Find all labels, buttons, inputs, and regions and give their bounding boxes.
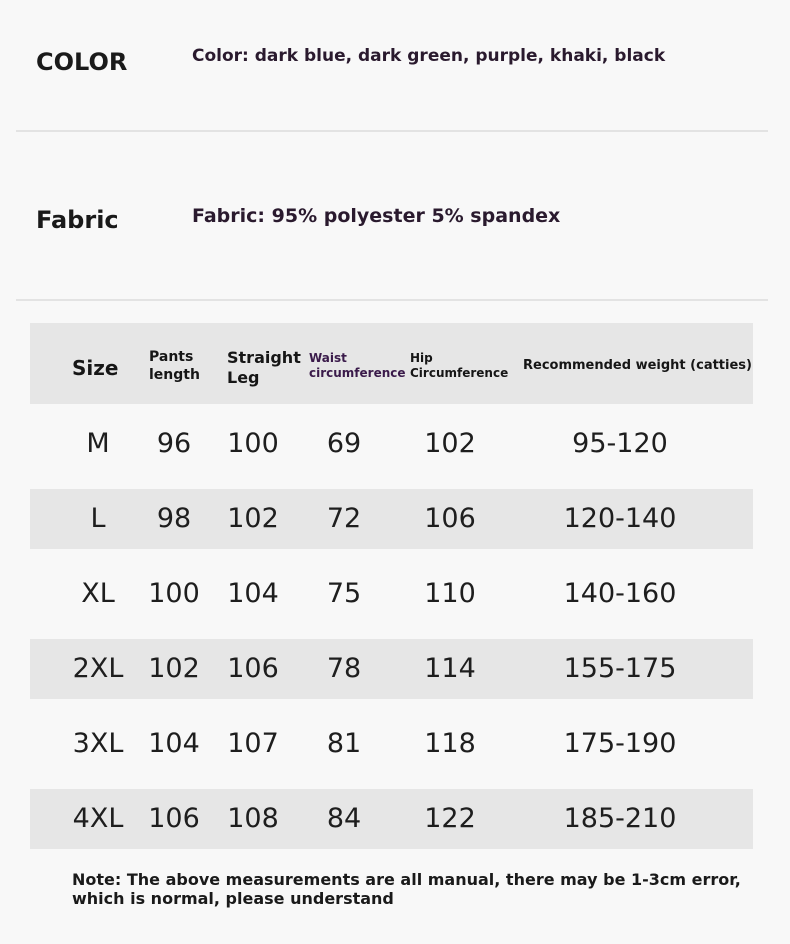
table-body [30,414,753,849]
waist-cell: 72 [326,503,362,534]
fabric-label: Fabric [36,206,119,234]
divider [16,299,768,301]
size-cell: 3XL [72,728,124,759]
hip-cell: 106 [424,503,476,534]
waist-cell: 84 [326,803,362,834]
weight-cell: 140-160 [563,578,677,609]
header-weight: Recommended weight (catties) [523,358,752,373]
hip-cell: 102 [424,428,476,459]
size-cell: XL [81,578,115,609]
color-label: COLOR [36,48,128,76]
header-straight-leg: Straight Leg [227,348,301,387]
table-row [30,639,753,699]
color-value: Color: dark blue, dark green, purple, khaki, black [192,46,666,66]
table-row [30,564,753,624]
weight-cell: 175-190 [563,728,677,759]
hip-cell: 122 [424,803,476,834]
table-row [30,789,753,849]
weight-cell: 95-120 [572,428,668,459]
header-hip: Hip Circumference [410,351,509,380]
straight-leg-cell: 100 [227,428,279,459]
waist-cell: 78 [326,653,362,684]
table-header [30,323,753,404]
pants-length-cell: 102 [148,653,200,684]
pants-length-cell: 98 [156,503,192,534]
hip-cell: 118 [424,728,476,759]
weight-cell: 155-175 [563,653,677,684]
straight-leg-cell: 108 [227,803,279,834]
waist-cell: 81 [326,728,362,759]
size-cell: 4XL [72,803,124,834]
straight-leg-cell: 104 [227,578,279,609]
size-cell: M [86,428,110,459]
size-cell: L [90,503,106,534]
pants-length-cell: 96 [156,428,192,459]
weight-cell: 185-210 [563,803,677,834]
size-cell: 2XL [72,653,124,684]
pants-length-cell: 104 [148,728,200,759]
straight-leg-cell: 107 [227,728,279,759]
hip-cell: 114 [424,653,476,684]
table-row [30,489,753,549]
pants-length-cell: 106 [148,803,200,834]
header-waist: Waist circumference [309,351,406,380]
size-table [30,323,753,849]
note-text: Note: The above measurements are all manual, there may be 1-3cm error, which is normal, please understand [72,870,741,908]
straight-leg-cell: 106 [227,653,279,684]
header-pants-length: Pants length [149,349,200,383]
divider [16,130,768,132]
waist-cell: 69 [326,428,362,459]
table-row [30,414,753,474]
waist-cell: 75 [326,578,362,609]
pants-length-cell: 100 [148,578,200,609]
header-size: Size [72,356,119,380]
table-row [30,714,753,774]
fabric-value: Fabric: 95% polyester 5% spandex [192,205,561,227]
weight-cell: 120-140 [563,503,677,534]
hip-cell: 110 [424,578,476,609]
straight-leg-cell: 102 [227,503,279,534]
